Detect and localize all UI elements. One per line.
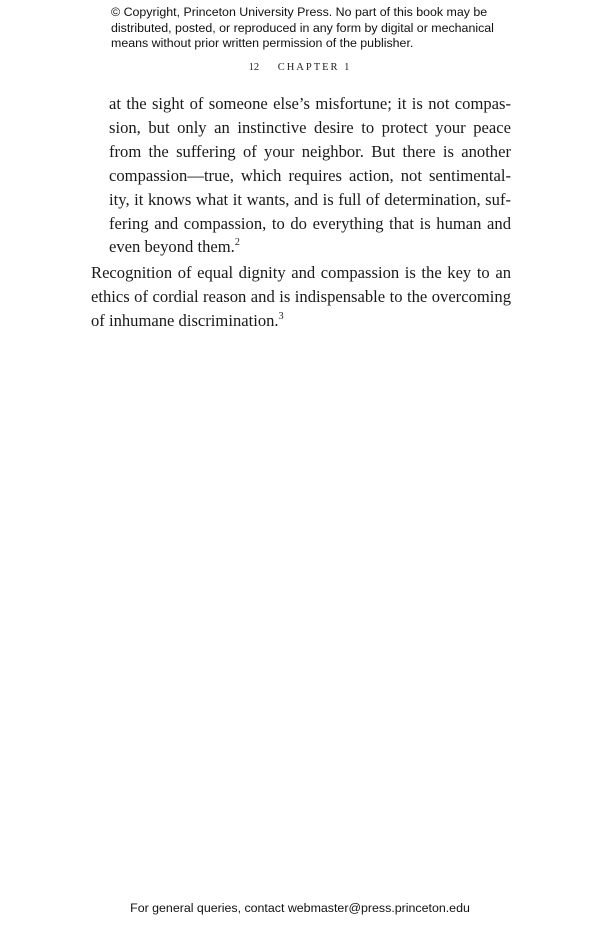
paragraph-line-last (91, 309, 511, 333)
block-quote (109, 92, 511, 259)
quote-line-last (109, 235, 511, 259)
quote-line: fering and compassion, to do everything that is human and (109, 213, 511, 233)
body-paragraph (91, 261, 511, 333)
running-head (0, 62, 600, 73)
paragraph-line: ethics of cordial reason and is indispensable to the overcoming (91, 286, 511, 306)
footnote-ref[interactable]: 2 (234, 237, 240, 249)
paragraph-line-text: of inhumane discrimination. (91, 310, 279, 330)
quote-line-text: even beyond them. (109, 237, 235, 257)
copyright-line: distributed, posted, or reproduced in any form by digital or mechanical (111, 20, 494, 35)
quote-line: at the sight of someone else’s misfortune; it is not compas- (109, 94, 511, 113)
copyright-line: © Copyright, Princeton University Press. No part of this book may be (111, 5, 488, 19)
quote-line: ity, it knows what it wants, and is full of determination, suf- (109, 189, 511, 209)
copyright-line: means without prior written permission of the publisher. (111, 36, 414, 50)
footer-contact: For general queries, contact webmaster@press.princeton.edu (130, 901, 470, 915)
quote-line: compassion—true, which requires action, not sentimental- (109, 165, 511, 185)
page-number: 12 (248, 62, 260, 73)
chapter-label: CHAPTER 1 (277, 62, 352, 73)
footnote-ref[interactable]: 3 (278, 310, 284, 322)
quote-line: from the suffering of your neighbor. But there is another (109, 141, 511, 161)
copyright-notice (111, 5, 511, 52)
quote-line: sion, but only an instinctive desire to protect your peace (109, 117, 511, 137)
paragraph-line: Recognition of equal dignity and compassion is the key to an (91, 263, 511, 282)
